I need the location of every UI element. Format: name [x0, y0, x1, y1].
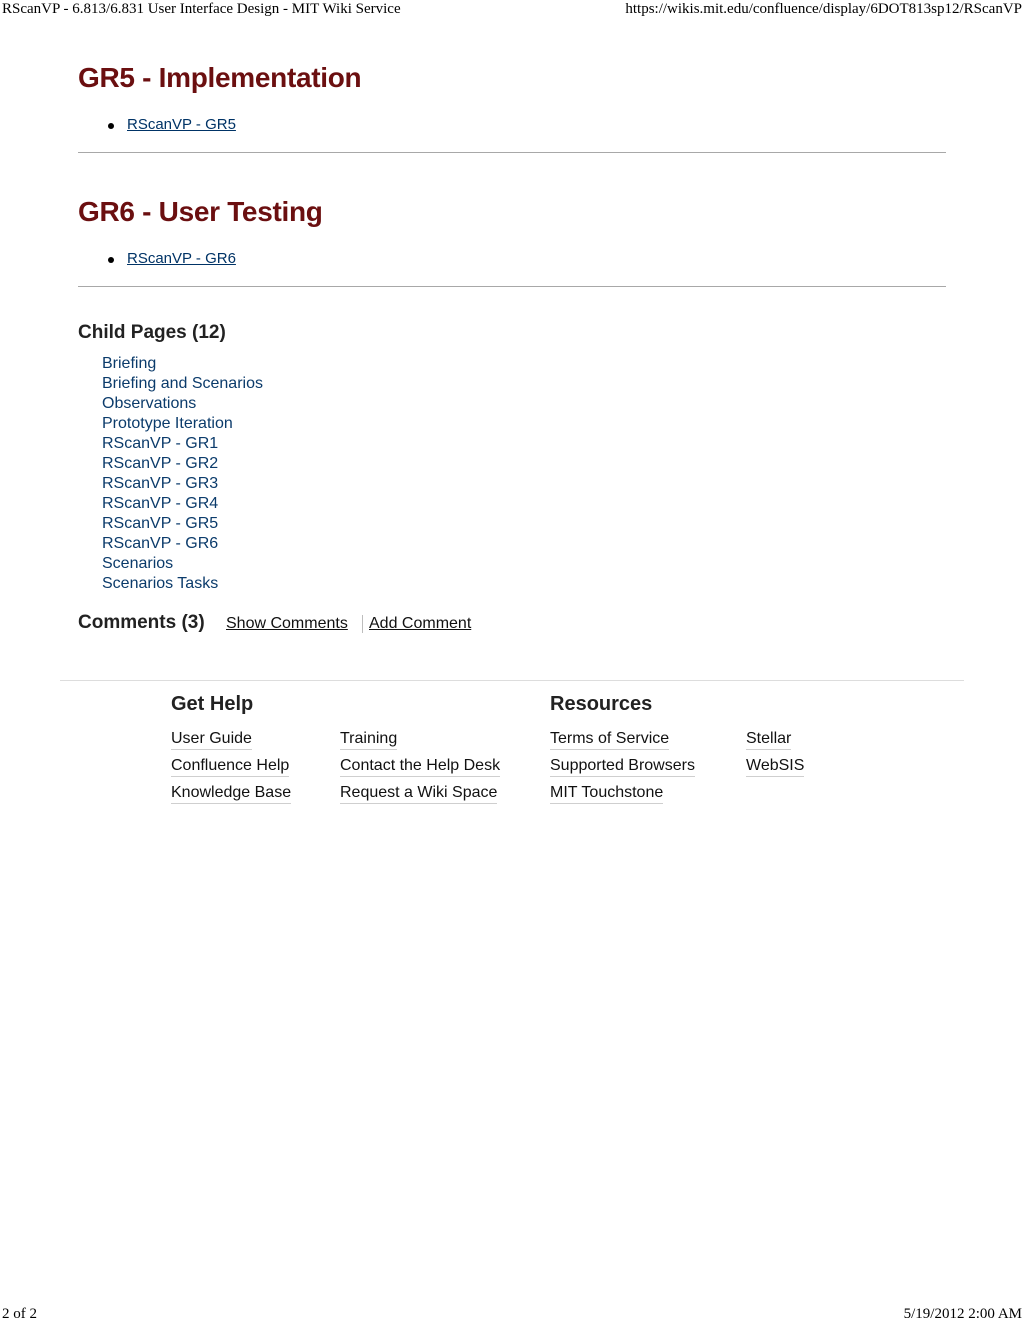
- section-list-item-gr6: [108, 250, 236, 267]
- child-page-link[interactable]: RScanVP - GR3: [102, 475, 219, 492]
- bullet-icon: [108, 123, 114, 129]
- section-divider: [78, 286, 946, 287]
- footer-divider: [60, 680, 964, 681]
- section-list-item-gr5: [108, 116, 236, 133]
- contact-help-desk-link[interactable]: Contact the Help Desk: [340, 756, 500, 777]
- request-wiki-space-link[interactable]: Request a Wiki Space: [340, 783, 497, 804]
- print-header-title: RScanVP - 6.813/6.831 User Interface Design - MIT Wiki Service: [2, 1, 401, 17]
- show-comments-link[interactable]: Show Comments: [226, 615, 348, 632]
- child-page-link[interactable]: Scenarios Tasks: [102, 575, 219, 592]
- get-help-heading: Get Help: [171, 693, 254, 715]
- print-header-url: https://wikis.mit.edu/confluence/display/6DOT813sp12/RScanVP: [625, 1, 1022, 17]
- user-guide-link[interactable]: User Guide: [171, 729, 252, 750]
- page-number: 2 of 2: [2, 1306, 37, 1322]
- knowledge-base-link[interactable]: Knowledge Base: [171, 783, 291, 804]
- rscanvp-gr5-link[interactable]: RScanVP - GR5: [127, 116, 236, 133]
- print-header: [0, 0, 1024, 20]
- child-page-link[interactable]: Scenarios: [102, 555, 174, 572]
- child-page-link[interactable]: Prototype Iteration: [102, 415, 233, 432]
- confluence-help-link[interactable]: Confluence Help: [171, 756, 289, 777]
- print-footer: [0, 1305, 1024, 1325]
- stellar-link[interactable]: Stellar: [746, 729, 791, 750]
- child-pages-list: [102, 354, 263, 594]
- terms-of-service-link[interactable]: Terms of Service: [550, 729, 669, 750]
- child-pages-title: Child Pages (12): [78, 322, 226, 343]
- mit-touchstone-link[interactable]: MIT Touchstone: [550, 783, 663, 804]
- rscanvp-gr6-link[interactable]: RScanVP - GR6: [127, 250, 236, 267]
- child-page-link[interactable]: Briefing: [102, 355, 157, 372]
- training-link[interactable]: Training: [340, 729, 397, 750]
- websis-link[interactable]: WebSIS: [746, 756, 804, 777]
- comments-title: Comments (3): [78, 612, 205, 633]
- child-page-link[interactable]: RScanVP - GR6: [102, 535, 219, 552]
- child-page-link[interactable]: RScanVP - GR5: [102, 515, 219, 532]
- print-datetime: 5/19/2012 2:00 AM: [903, 1306, 1022, 1322]
- supported-browsers-link[interactable]: Supported Browsers: [550, 756, 695, 777]
- section-heading-gr5: GR5 - Implementation: [78, 62, 362, 93]
- link-separator: [362, 615, 363, 633]
- add-comment-link[interactable]: Add Comment: [369, 615, 472, 632]
- child-page-link[interactable]: RScanVP - GR4: [102, 495, 219, 512]
- section-divider: [78, 152, 946, 153]
- child-page-link[interactable]: RScanVP - GR1: [102, 435, 219, 452]
- child-page-link[interactable]: Briefing and Scenarios: [102, 375, 263, 392]
- resources-heading: Resources: [550, 693, 653, 715]
- bullet-icon: [108, 257, 114, 263]
- child-page-link[interactable]: Observations: [102, 395, 197, 412]
- child-page-link[interactable]: RScanVP - GR2: [102, 455, 219, 472]
- section-heading-gr6: GR6 - User Testing: [78, 196, 323, 227]
